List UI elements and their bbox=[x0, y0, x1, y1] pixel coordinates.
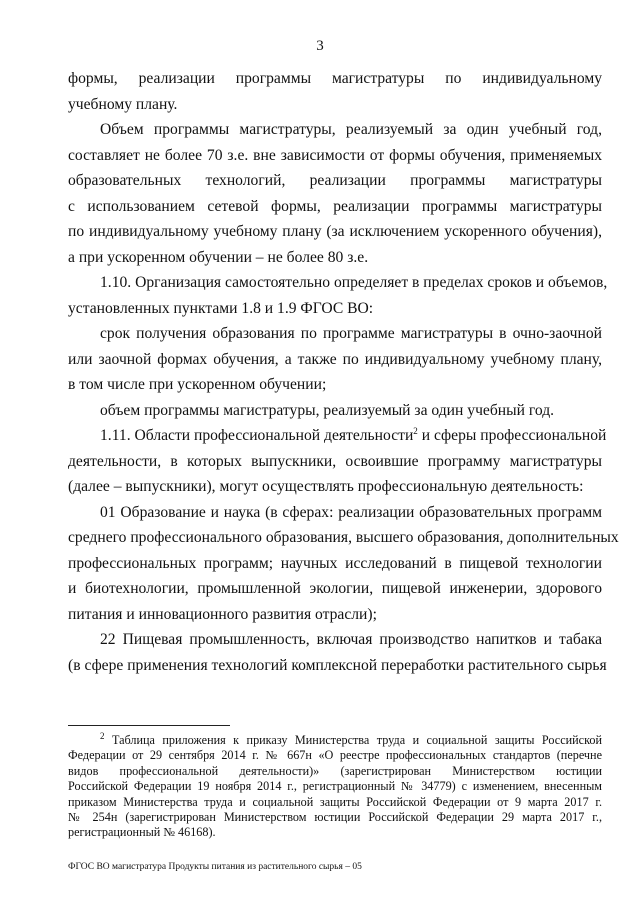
paragraph-line: формы, реализации программы магистратуры по индивидуальному bbox=[68, 70, 602, 87]
paragraph-line: учебному плану. bbox=[68, 95, 178, 113]
footnote-line: Федерации от 29 сентября 2014 г. № 667н «О реестре профессиональных стандартов (перечне bbox=[68, 748, 602, 763]
paragraph-line: объем программы магистратуры, реализуемый за один учебный год. bbox=[100, 401, 555, 419]
paragraph-line: Объем программы магистратуры, реализуемый за один учебный год, bbox=[100, 121, 602, 138]
line-text: 1.11. Области профессиональной деятельности bbox=[100, 427, 414, 444]
paragraph-line: составляет не более 70 з.е. вне зависимости от формы обучения, применяемых bbox=[68, 146, 602, 164]
footnote-reference[interactable]: 2 bbox=[413, 426, 418, 436]
footnote-line: № 254н (зарегистрирован Министерством юстиции Российской Федерации 29 марта 2017 г., bbox=[68, 809, 602, 824]
paragraph-line: питания и инновационного развития отрасли); bbox=[68, 605, 377, 623]
footnote-line: регистрационный № 46168). bbox=[68, 825, 216, 840]
paragraph-line: 22 Пищевая промышленность, включая производство напитков и табака bbox=[100, 631, 602, 648]
paragraph-line bbox=[68, 423, 607, 449]
page-number: 3 bbox=[316, 38, 324, 54]
paragraph-line: а при ускоренном обучении – не более 80 з.е. bbox=[68, 248, 369, 266]
paragraph-line: по индивидуальному учебному плану (за исключением ускоренного обучения), bbox=[68, 223, 602, 240]
footnote-line bbox=[68, 733, 602, 748]
paragraph-line: с использованием сетевой формы, реализации программы магистратуры bbox=[68, 197, 602, 215]
paragraph-line: в том числе при ускоренном обучении; bbox=[68, 376, 327, 393]
footnote-line: Российской Федерации 19 ноября 2014 г., регистрационный № 34779) с изменением, внесенным bbox=[68, 779, 602, 794]
footnote-marker: 2 bbox=[100, 731, 105, 741]
footer-text: ФГОС ВО магистратура Продукты питания из растительного сырья – 05 bbox=[68, 862, 362, 872]
paragraph-line: деятельности, в которых выпускники, освоившие программу магистратуры bbox=[68, 452, 602, 470]
paragraph-line: среднего профессионального образования, высшего образования, дополнительных bbox=[68, 529, 619, 546]
paragraph-line: установленных пунктами 1.8 и 1.9 ФГОС ВО: bbox=[68, 299, 374, 317]
footnote-line: видов профессиональной деятельности)» (зарегистрирован Министерством юстиции bbox=[68, 763, 602, 778]
footnote-separator bbox=[68, 725, 230, 726]
footnote bbox=[68, 733, 602, 841]
body-text bbox=[68, 66, 619, 678]
footnote-text: Таблица приложения к приказу Министерства труда и социальной защиты Российской bbox=[104, 733, 602, 747]
footnote-line: приказом Министерства труда и социальной защиты Российской Федерации от 9 марта 2017 г. bbox=[68, 794, 602, 809]
paragraph-line: образовательных технологий, реализации программы магистратуры bbox=[68, 172, 602, 189]
paragraph-line: 1.10. Организация самостоятельно определяет в пределах сроков и объемов, bbox=[100, 274, 608, 291]
paragraph-line: профессиональных программ; научных исследований в пищевой технологии bbox=[68, 554, 602, 572]
paragraph-line: (в сфере применения технологий комплексной переработки растительного сырья bbox=[68, 656, 607, 674]
line-text: и сферы профессиональной bbox=[417, 427, 607, 444]
paragraph-line: (далее – выпускники), могут осуществлять профессиональную деятельность: bbox=[68, 478, 584, 495]
paragraph-line: 01 Образование и наука (в сферах: реализации образовательных программ bbox=[100, 503, 602, 521]
paragraph-line: срок получения образования по программе магистратуры в очно-заочной bbox=[100, 325, 602, 342]
paragraph-line: или заочной формах обучения, а также по индивидуальному учебному плану, bbox=[68, 350, 602, 368]
paragraph-line: и биотехнологии, промышленной экологии, пищевой инженерии, здорового bbox=[68, 580, 602, 597]
